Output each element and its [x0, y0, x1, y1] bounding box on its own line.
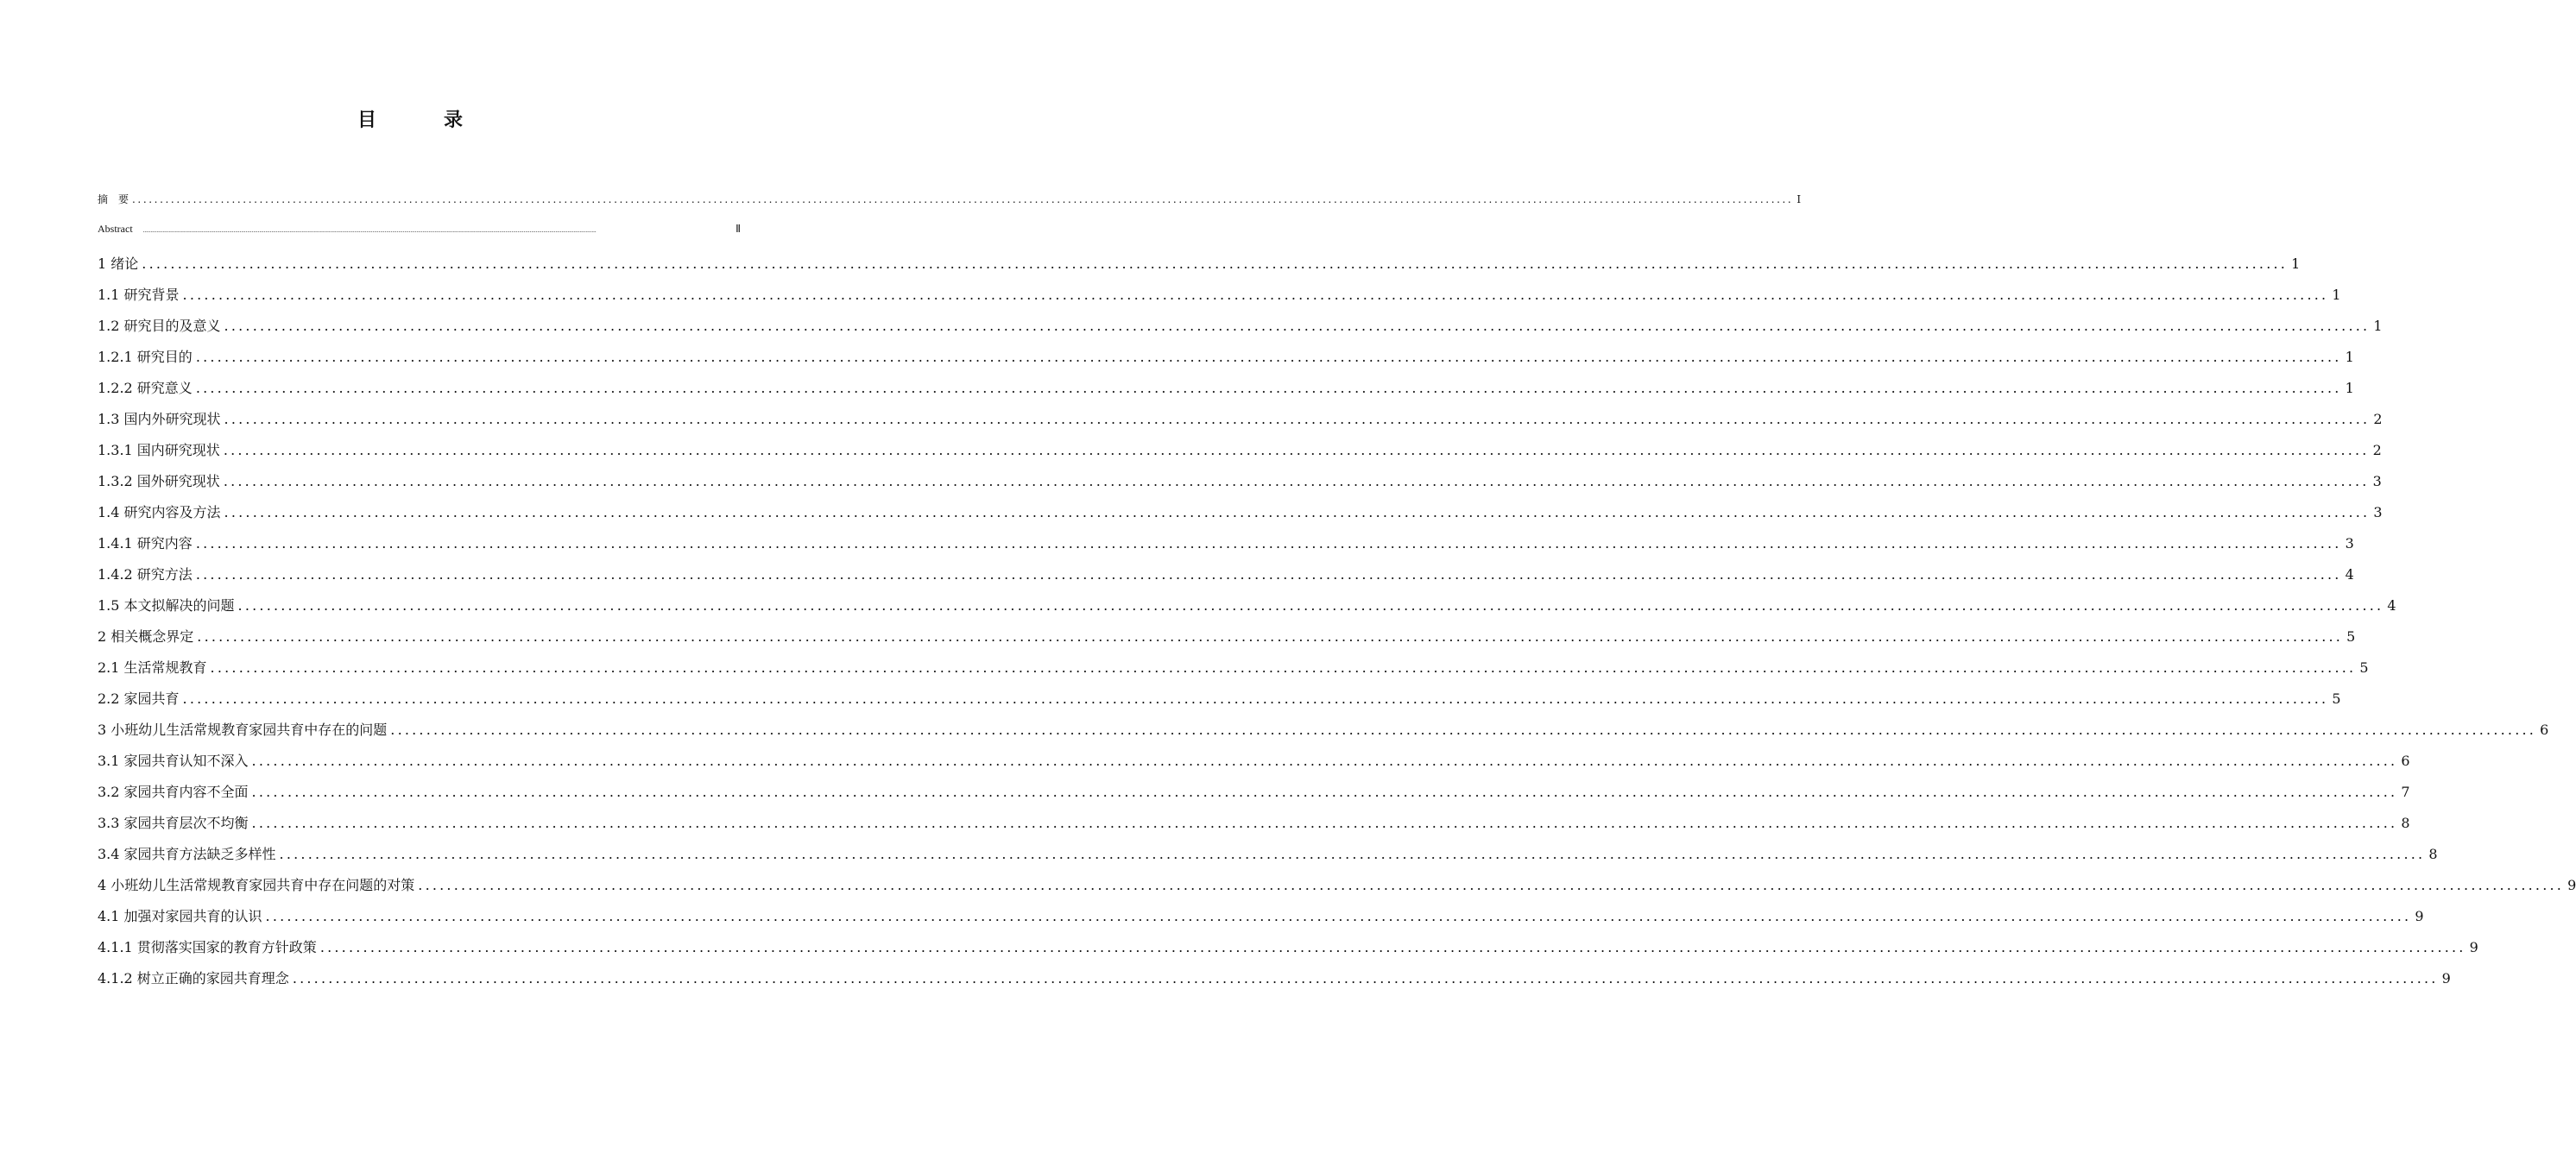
toc-entry[interactable]	[98, 377, 2354, 397]
leader-dots: ............................................................................................................................................................................................................................................................................................................	[292, 970, 2439, 987]
toc-entry-label: 1.5 本文拟解决的问题	[98, 597, 235, 614]
toc-entry-page: 3	[2373, 504, 2383, 520]
toc-entry-label: 1.4 研究内容及方法	[98, 504, 221, 520]
toc-entry-label: 2 相关概念界定	[98, 628, 194, 645]
leader-dots: ............................................................................................................................................................................................................................................................................................................	[265, 908, 2412, 924]
toc-entry-page: 1	[2332, 287, 2341, 303]
toc-entry-label: 1.3.1 国内研究现状	[98, 442, 220, 458]
page-title: 目 录	[357, 109, 487, 131]
toc-entry-label: 2.1 生活常规教育	[98, 659, 207, 676]
leader-dots: ............................................................................................................................................................................................................................................................................................................	[223, 473, 2370, 489]
toc-entry-page: 6	[2401, 753, 2410, 769]
toc-entry-page: 2	[2372, 442, 2382, 458]
toc-entry[interactable]	[98, 750, 2410, 770]
toc-entry[interactable]	[98, 874, 2576, 894]
toc-entry-label: 3.2 家园共育内容不全面	[98, 784, 249, 800]
leader-dots: ............................................................................................................................................................................................................................................................................................................	[237, 597, 2384, 614]
leader-dots: ............................................................................................................................................................................................................................................................................................................	[418, 877, 2565, 893]
leader-dots: ............................................................................................................................................................................................................................................................................................................	[195, 566, 2342, 583]
toc-entry-page: 5	[2332, 690, 2341, 707]
leader-dots: ............................................................................................................................................................................................................................................................................................................	[182, 690, 2329, 707]
leader-dots: ............................................................................................................................................................................................................................................................................................................	[195, 380, 2342, 396]
toc-entry-label: 4 小班幼儿生活常规教育家园共育中存在问题的对策	[98, 877, 415, 893]
toc-entry[interactable]	[98, 719, 2549, 739]
leader-dots: ............................................................................................................................................................................................................................................................................................................	[319, 939, 2466, 955]
toc-entry-page: 1	[2291, 255, 2301, 272]
toc-entry-label: 3 小班幼儿生活常规教育家园共育中存在的问题	[98, 722, 388, 738]
toc-entry[interactable]	[98, 626, 2356, 646]
toc-entry-page: 2	[2373, 411, 2383, 427]
toc-entry[interactable]	[98, 812, 2410, 832]
toc-entry[interactable]	[98, 564, 2354, 583]
toc-entry[interactable]	[98, 439, 2382, 459]
leader-dots: ............................................................................................................................................................................................................................................................................................................	[132, 193, 1794, 205]
leader-dots: ............................................................................................................................................................................................................................................................................................................	[251, 784, 2398, 800]
toc-entry-label: 2.2 家园共育	[98, 690, 180, 707]
toc-entry-page: 3	[2345, 535, 2354, 552]
leader-dots: ............................................................................................................................................................................................................................................................................................................	[224, 411, 2371, 427]
toc-entry-label: 3.4 家园共育方法缺乏多样性	[98, 846, 276, 862]
toc-entry[interactable]	[98, 284, 2341, 304]
toc-entry[interactable]	[98, 781, 2410, 801]
toc-entry-page: 9	[2415, 908, 2424, 924]
toc-entry-page: 5	[2346, 628, 2356, 645]
leader-dots: ............................................................................................................................................................................................................................................................................................................	[195, 535, 2342, 552]
leader-dots: ............................................................................................................................................................................................................................................................................................................	[195, 349, 2342, 365]
toc-entry-label: 4.1.2 树立正确的家园共育理念	[98, 970, 289, 987]
toc-entry[interactable]	[98, 595, 2396, 615]
toc-entry[interactable]	[98, 657, 2369, 677]
leader-dots: ............................................................................................................................................................................................................................................................................................................	[142, 255, 2289, 272]
leader-dots: ............................................................................................................................................................................................................................................................................................................	[182, 287, 2329, 303]
toc-entry-label: 摘 要	[98, 193, 129, 205]
toc-entry-label: 1.4.1 研究内容	[98, 535, 193, 552]
toc-entry[interactable]	[98, 688, 2341, 708]
toc-entry-page: 1	[2345, 380, 2354, 396]
toc-entry-page: 4	[2387, 597, 2396, 614]
leader-dots: ............................................................................................................................................................................................................................................................................................................	[223, 442, 2370, 458]
toc-entry[interactable]	[98, 470, 2382, 490]
toc-entry-page: 6	[2540, 722, 2549, 738]
toc-entry-page: 5	[2359, 659, 2369, 676]
toc-entry-label: 1.3 国内外研究现状	[98, 411, 221, 427]
leader-dots: ............................................................................................................................................................................................................................................................................................................	[390, 722, 2537, 738]
toc-entry-page: 4	[2345, 566, 2354, 583]
toc-entry-page: 7	[2401, 784, 2410, 800]
leader-dots: ............................................................................................................................................................................................................................................................................................................	[224, 318, 2371, 334]
toc-entry-page: 1	[2345, 349, 2354, 365]
toc-entry[interactable]	[98, 533, 2354, 552]
toc-entry[interactable]	[98, 408, 2383, 428]
toc-entry-page: 3	[2372, 473, 2382, 489]
leader-dots: ............................................................................................................................................................................................................................................................................................................	[251, 815, 2398, 831]
toc-entry-label: 1.2.2 研究意义	[98, 380, 193, 396]
toc-entry-label: 1.2 研究目的及意义	[98, 318, 221, 334]
toc-entry-label: 3.1 家园共育认知不深入	[98, 753, 249, 769]
toc-entry-label: 1.2.1 研究目的	[98, 349, 193, 365]
toc-entry[interactable]	[98, 223, 741, 236]
toc-entry-page: 9	[2567, 877, 2576, 893]
leader-dots: ............................................................................................................................................................................................................................................................................................................	[279, 846, 2426, 862]
leader-dots: ............................................................................................................................................................................................................................................................................................................	[251, 753, 2398, 769]
toc-entry-label: 1 绪论	[98, 255, 139, 272]
toc-entry[interactable]	[98, 936, 2478, 956]
toc-entry-label: 1.1 研究背景	[98, 287, 180, 303]
toc-entry-page: 8	[2428, 846, 2438, 862]
toc-entry[interactable]	[98, 501, 2383, 521]
toc-entry-page: 8	[2401, 815, 2410, 831]
toc-entry-label: 4.1 加强对家园共育的认识	[98, 908, 262, 924]
toc-entry-page: Ⅱ	[736, 223, 741, 235]
toc-entry-page: 1	[2373, 318, 2383, 334]
toc-entry-page: 9	[2441, 970, 2451, 987]
toc-entry-label: 1.3.2 国外研究现状	[98, 473, 220, 489]
toc-entry[interactable]	[98, 968, 2451, 987]
toc-entry-page: I	[1796, 193, 1802, 205]
toc-entry[interactable]	[98, 253, 2301, 273]
toc-entry-page: 9	[2469, 939, 2478, 955]
toc-entry[interactable]	[98, 905, 2424, 925]
leader-dots: ............................................................................................................................................................................................................................................................................................................	[210, 659, 2357, 676]
toc-entry-label: Abstract	[98, 223, 133, 235]
leader-dots: ............................................................................................................................................................................................................................................................................................................	[224, 504, 2371, 520]
leader-dots: ............................................................................................................................................................................................................................................................................................................	[197, 628, 2344, 645]
toc-entry-label: 4.1.1 贯彻落实国家的教育方针政策	[98, 939, 317, 955]
toc-entry[interactable]	[98, 843, 2438, 863]
toc-entry-label: 3.3 家园共育层次不均衡	[98, 815, 249, 831]
leader-dots: ............................................................................................................................................................................................................................................................................................................	[142, 227, 597, 234]
toc-entry[interactable]	[98, 346, 2354, 366]
toc-entry-label: 1.4.2 研究方法	[98, 566, 193, 583]
toc-entry[interactable]	[98, 315, 2383, 335]
toc-entry[interactable]	[98, 192, 1802, 206]
